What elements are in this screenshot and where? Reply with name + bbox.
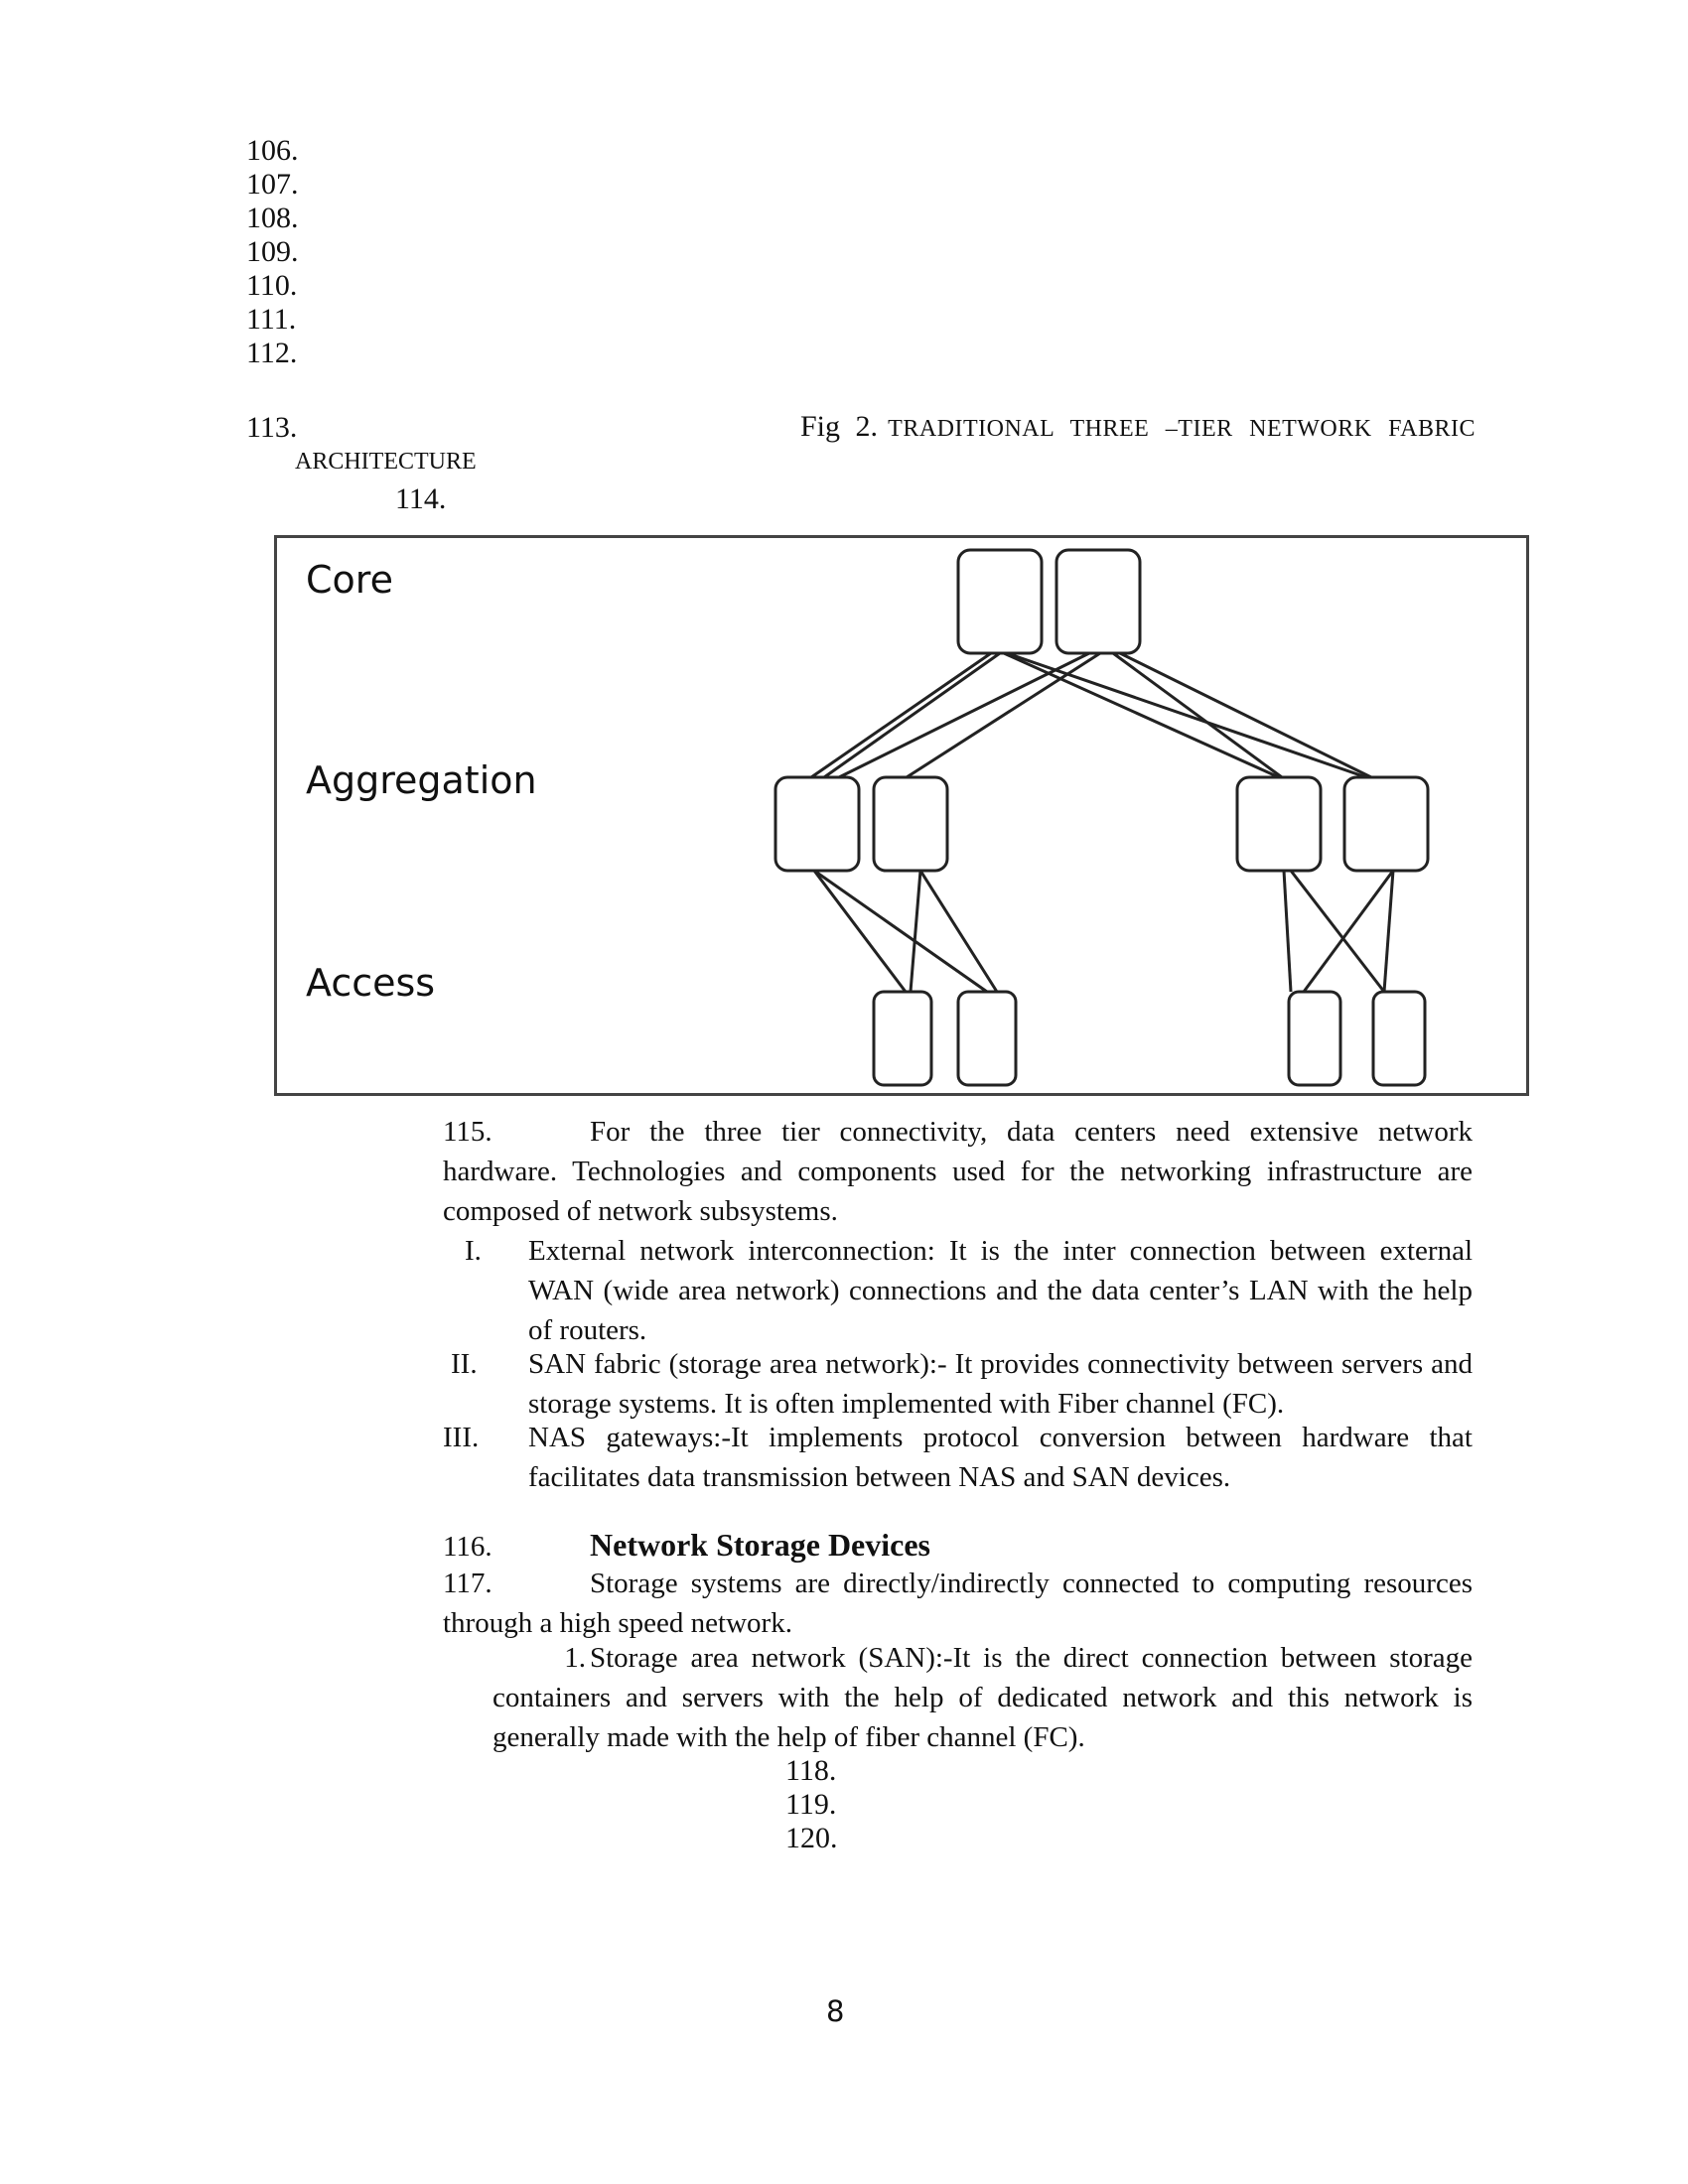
- figure-caption: [800, 410, 1476, 444]
- line-number: 109.: [246, 235, 299, 268]
- line-number: 118.: [785, 1754, 837, 1787]
- section-heading: Network Storage Devices: [590, 1527, 930, 1563]
- figure-after-line-number: 114.: [395, 482, 447, 515]
- paragraph-117: [443, 1564, 1473, 1643]
- subsystem-item: [443, 1344, 1473, 1424]
- line-numbers-bottom: [785, 1754, 838, 1855]
- paragraph-117-rest: through a high speed network.: [443, 1607, 792, 1639]
- paragraph-115-first-line: For the three tier connectivity, data centers need extensive network: [590, 1116, 1473, 1148]
- line-number: 111.: [246, 303, 297, 336]
- subsystem-text: SAN fabric (storage area network):- It provides connectivity between servers and storage systems. It is often implemented with Fiber channel (FC).: [528, 1348, 1473, 1420]
- line-number: 119.: [785, 1788, 837, 1821]
- line-number: 110.: [246, 269, 298, 302]
- roman-marker: I.: [465, 1235, 482, 1267]
- access-switch-3: [1289, 992, 1340, 1085]
- subsystem-item: [443, 1231, 1473, 1350]
- subsystem-text: External network interconnection: It is the inter connection between external WAN (wide area network) connections and the data center’s LAN with the help of routers.: [528, 1235, 1473, 1346]
- roman-marker: II.: [451, 1348, 478, 1380]
- aggregation-switch-2: [874, 777, 947, 871]
- paragraph-115: [443, 1112, 1473, 1231]
- line-number: 117.: [443, 1568, 492, 1599]
- line-number: 107.: [246, 168, 299, 201]
- line-numbers-top: [246, 134, 299, 370]
- numbered-item-san: [492, 1638, 1473, 1757]
- section-116: [443, 1527, 930, 1564]
- item-marker: 1.: [564, 1642, 586, 1674]
- access-switch-1: [874, 992, 931, 1085]
- figure-caption-continuation: ARCHITECTURE: [295, 449, 477, 475]
- paragraph-115-rest: hardware. Technologies and components used for the networking infrastructure are composed of network subsystems.: [443, 1156, 1473, 1227]
- page-number: 8: [826, 1994, 845, 2028]
- line-number: 115.: [443, 1116, 492, 1148]
- roman-marker: III.: [443, 1422, 480, 1453]
- network-topology: [277, 538, 1526, 1093]
- tier-label-aggregation: Aggregation: [306, 758, 537, 802]
- tier-label-access: Access: [306, 961, 436, 1005]
- line-number: 108.: [246, 202, 299, 234]
- line-number: 116.: [443, 1531, 492, 1563]
- aggregation-switch-1: [775, 777, 859, 871]
- subsystem-list: [443, 1231, 1473, 1497]
- figure-caption-title: TRADITIONAL THREE –TIER NETWORK FABRIC: [888, 416, 1476, 442]
- line-number: 106.: [246, 134, 299, 167]
- subsystem-item: [443, 1418, 1473, 1497]
- numbered-item-rest: containers and servers with the help of dedicated network and this network is generally made with the help of fiber channel (FC).: [492, 1682, 1473, 1753]
- paragraph-117-first-line: Storage systems are directly/indirectly connected to computing resources: [590, 1568, 1473, 1599]
- numbered-item-first-line: Storage area network (SAN):-It is the direct connection between storage: [590, 1642, 1473, 1674]
- subsystem-text: NAS gateways:-It implements protocol conversion between hardware that facilitates data transmission between NAS and SAN devices.: [528, 1422, 1473, 1493]
- three-tier-network-diagram: [274, 535, 1529, 1096]
- figure-line-number: 113.: [246, 411, 298, 444]
- core-switch-1: [958, 550, 1042, 653]
- access-switch-2: [958, 992, 1016, 1085]
- line-number: 120.: [785, 1822, 838, 1854]
- tier-label-core: Core: [306, 558, 393, 602]
- aggregation-switch-3: [1237, 777, 1321, 871]
- figure-caption-prefix: Fig 2.: [800, 410, 879, 443]
- line-number: 112.: [246, 337, 298, 369]
- access-switch-4: [1373, 992, 1425, 1085]
- core-switch-2: [1056, 550, 1140, 653]
- aggregation-switch-4: [1344, 777, 1428, 871]
